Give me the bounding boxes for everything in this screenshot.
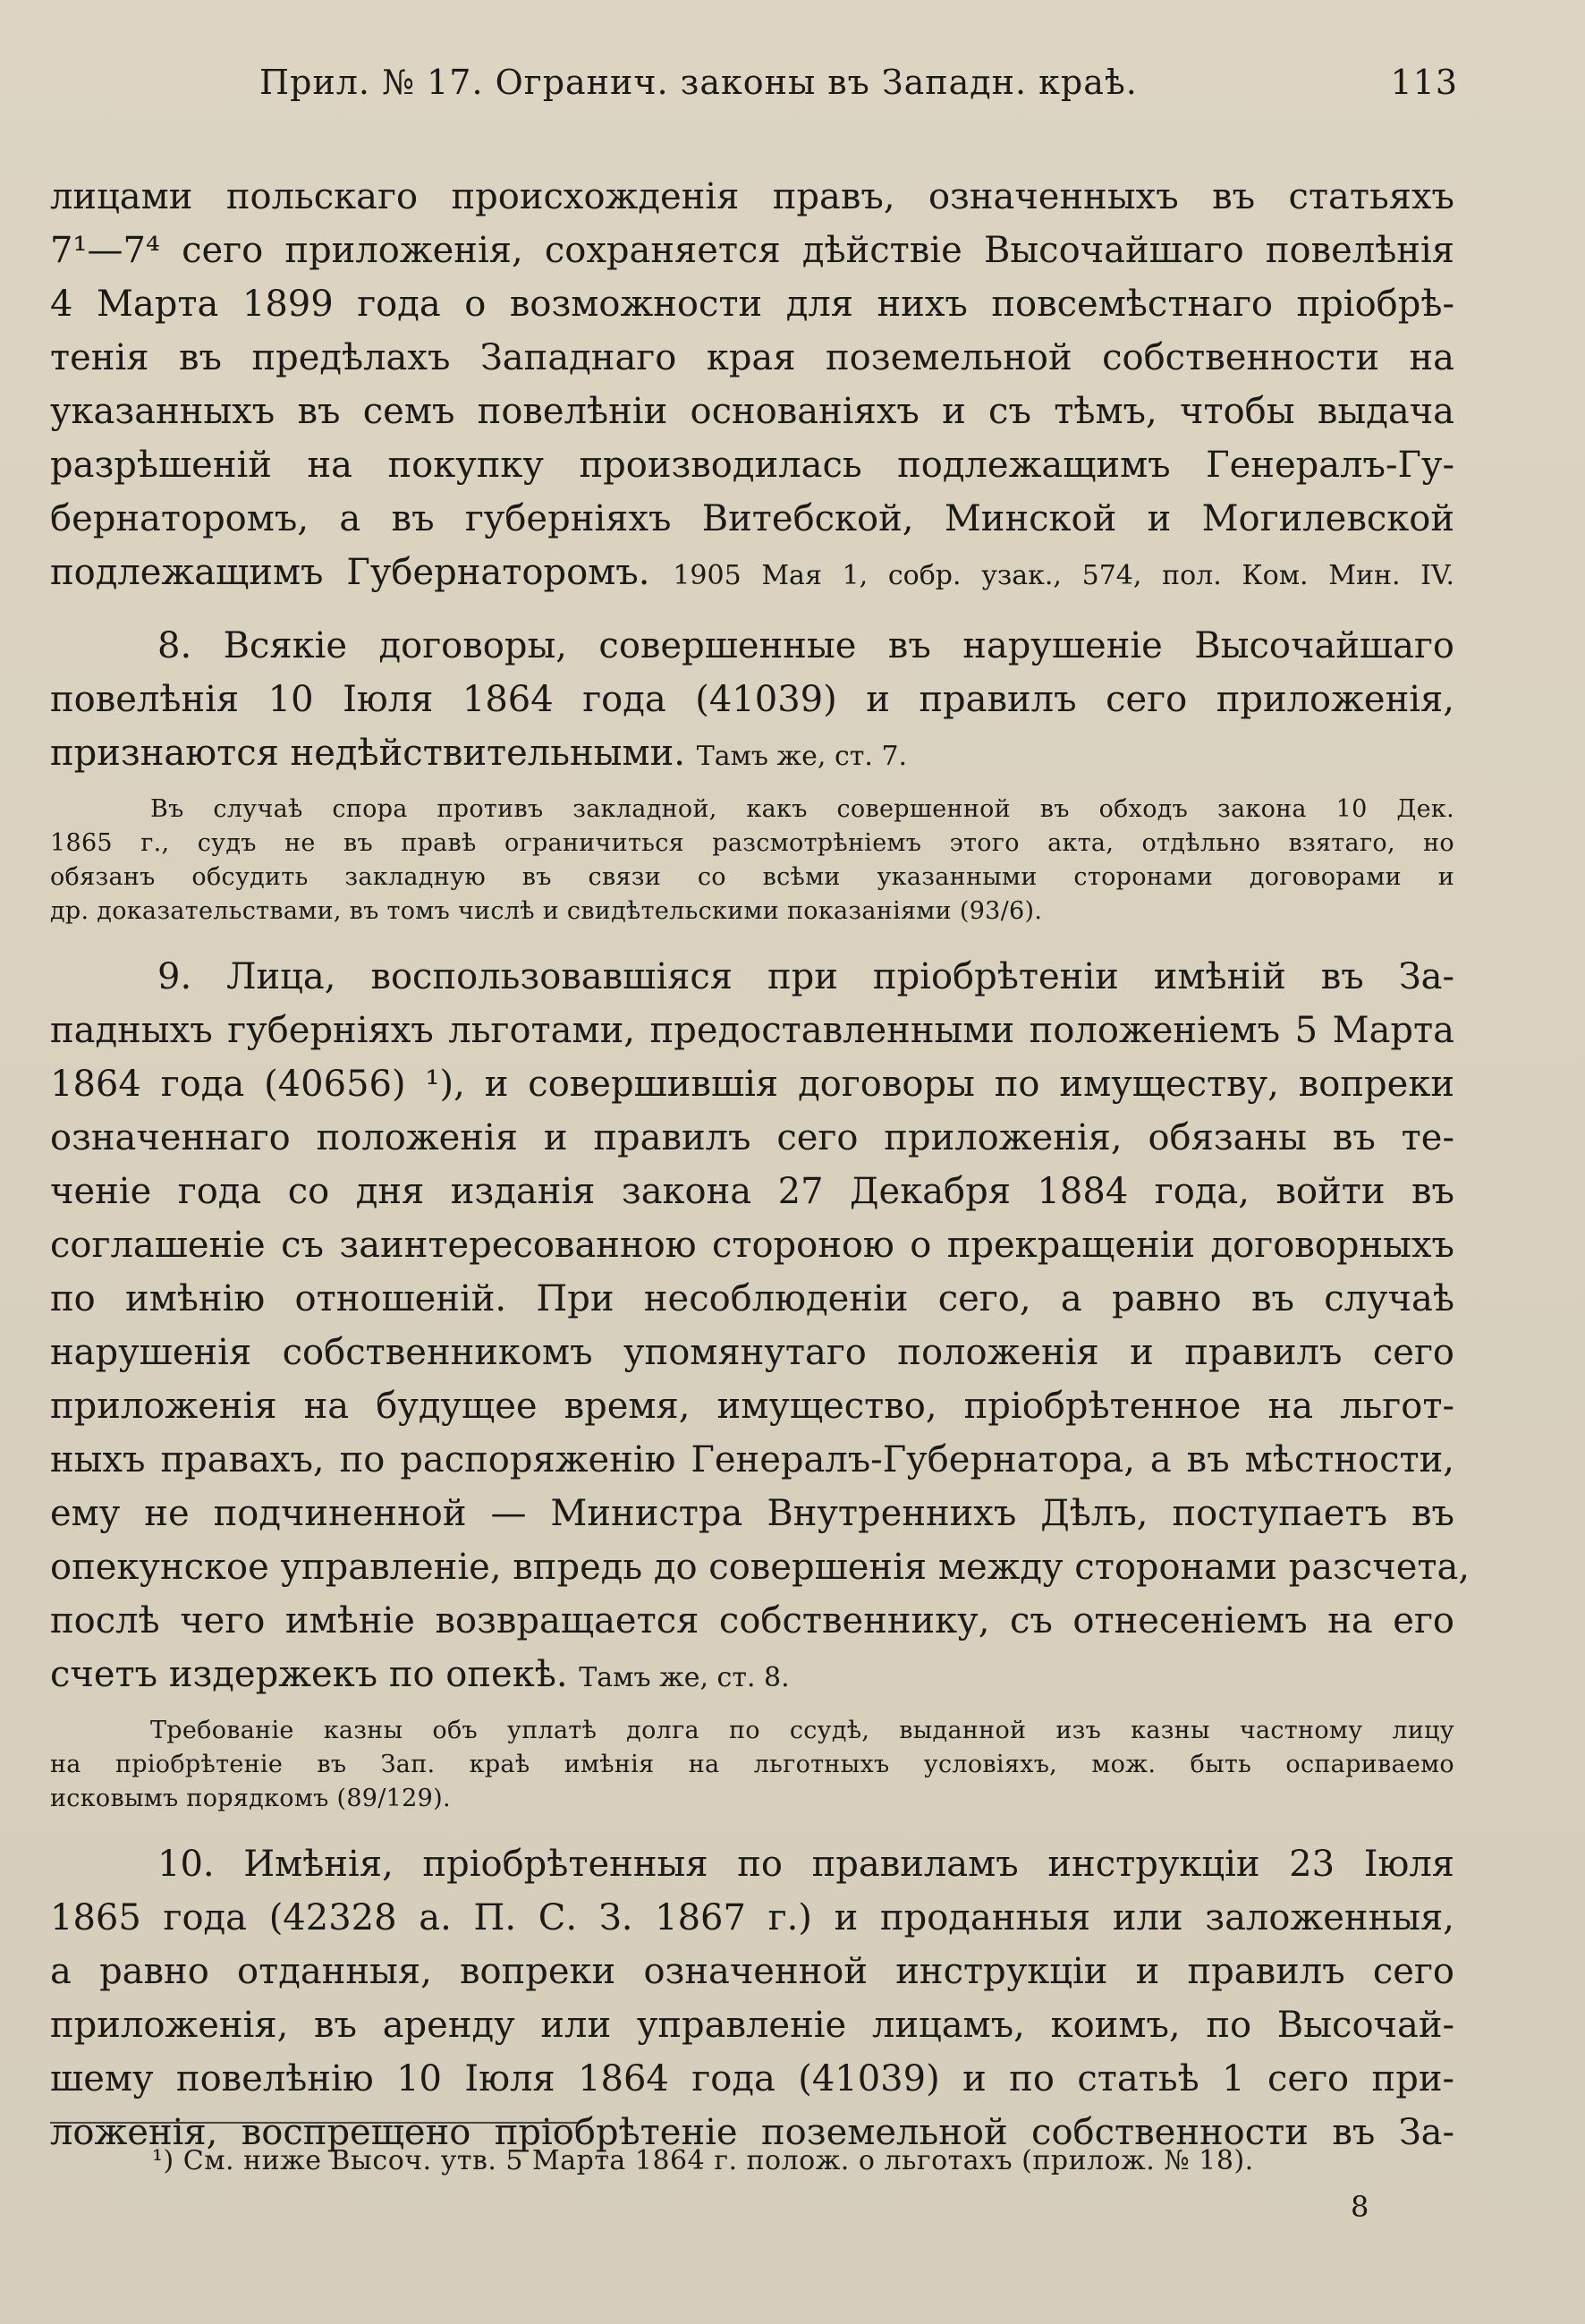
commentary-note-line: на пріобрѣтеніе въ Зап. краѣ имѣнія на льготныхъ условіяхъ, мож. быть оспариваемо [50, 1751, 1454, 1778]
page-header [259, 63, 1458, 116]
article-9-line: приложенія на будущее время, имущество, пріобрѣтенное на льгот- [50, 1386, 1454, 1427]
article-9-line: по имѣнію отношеній. При несоблюденіи сего, а равно въ случаѣ [50, 1278, 1454, 1319]
commentary-note-line: др. доказательствами, въ томъ числѣ и свидѣтельскими показаніями (93/6). [50, 897, 1043, 925]
text-line: указанныхъ въ семъ повелѣніи основаніяхъ и съ тѣмъ, чтобы выдача [50, 391, 1454, 432]
text-fragment: подлежащимъ Губернаторомъ. [50, 552, 650, 593]
commentary-note-line: обязанъ обсудить закладную въ связи со всѣми указанными сторонами договорами и [50, 863, 1454, 891]
legal-reference: Тамъ же, ст. 7. [696, 741, 908, 772]
text-line: тенія въ предѣлахъ Западнаго края поземельной собственности на [50, 337, 1454, 378]
article-9-line: послѣ чего имѣніе возвращается собственнику, съ отнесеніемъ на его [50, 1600, 1454, 1641]
article-9-line: 9. Лица, воспользовавшіяся при пріобрѣтеніи имѣній въ За- [157, 956, 1454, 997]
text-fragment: признаются недѣйствительными. [50, 733, 685, 774]
text-line: бернаторомъ, а въ губерніяхъ Витебской, Минской и Могилевской [50, 498, 1454, 539]
article-9-line: нарушенія собственникомъ упомянутаго положенія и правилъ сего [50, 1332, 1454, 1373]
article-10-line: шему повелѣнію 10 Іюля 1864 года (41039) и по статьѣ 1 сего при- [50, 2058, 1454, 2099]
commentary-note-line: исковымъ порядкомъ (89/129). [50, 1785, 451, 1812]
text-line: лицами польскаго происхожденія правъ, означенныхъ въ статьяхъ [50, 176, 1454, 217]
article-8-line: повелѣнія 10 Іюля 1864 года (41039) и правилъ сего приложенія, [50, 679, 1454, 720]
running-title: Прил. № 17. Огранич. законы въ Западн. краѣ. [259, 63, 1138, 102]
legal-reference: Тамъ же, ст. 8. [579, 1662, 790, 1693]
page-number: 113 [1390, 63, 1458, 102]
article-10-line: ложенія, воспрещено пріобрѣтеніе поземельной собственности въ За- [50, 2112, 1454, 2153]
article-9-line: опекунское управленіе, впредь до совершенія между сторонами разсчета, [50, 1547, 1471, 1588]
text-line: 4 Марта 1899 года о возможности для нихъ повсемѣстнаго пріобрѣ- [50, 284, 1454, 325]
article-10-line: 1865 года (42328 а. П. С. З. 1867 г.) и проданныя или заложенныя, [50, 1897, 1454, 1938]
commentary-note-line: 1865 г., судъ не въ правѣ ограничиться разсмотрѣніемъ этого акта, отдѣльно взятаго, но [50, 829, 1454, 857]
article-10-line: 10. Имѣнія, пріобрѣтенныя по правиламъ инструкціи 23 Іюля [157, 1844, 1454, 1885]
footnote: ¹) См. ниже Высоч. утв. 5 Марта 1864 г. полож. о льготахъ (прилож. № 18). [152, 2145, 1254, 2176]
article-9-line: соглашеніе съ заинтересованною стороною о прекращеніи договорныхъ [50, 1225, 1454, 1266]
body-text [50, 170, 1471, 2159]
article-9-line [50, 1648, 1454, 1701]
article-9-line: 1864 года (40656) ¹), и совершившія договоры по имуществу, вопреки [50, 1064, 1454, 1105]
legal-reference: 1905 Мая 1, собр. узак., 574, пол. Ком. Мин. IV. [673, 560, 1454, 591]
commentary-note-line: Требованіе казны объ уплатѣ долга по ссудѣ, выданной изъ казны частному лицу [150, 1717, 1454, 1744]
text-line [50, 546, 1454, 599]
text-line: разрѣшеній на покупку производилась подлежащимъ Генералъ-Гу- [50, 445, 1454, 486]
article-9-line: ныхъ правахъ, по распоряженію Генералъ-Губернатора, а въ мѣстности, [50, 1439, 1454, 1480]
article-9-line: означеннаго положенія и правилъ сего приложенія, обязаны въ те- [50, 1117, 1454, 1158]
article-8-line: 8. Всякіе договоры, совершенные въ нарушеніе Высочайшаго [157, 625, 1454, 666]
article-8-line [50, 726, 1454, 780]
article-9-line: ченіе года со дня изданія закона 27 Декабря 1884 года, войти въ [50, 1171, 1454, 1212]
commentary-note-line: Въ случаѣ спора противъ закладной, какъ совершенной въ обходъ закона 10 Дек. [150, 795, 1454, 823]
article-9-line: падныхъ губерніяхъ льготами, предоставленными положеніемъ 5 Марта [50, 1010, 1454, 1051]
footnote-divider [50, 2122, 578, 2124]
article-9-line: ему не подчиненной — Министра Внутреннихъ Дѣлъ, поступаетъ въ [50, 1493, 1454, 1534]
printer-signature-mark: 8 [1351, 2190, 1369, 2224]
article-10-line: приложенія, въ аренду или управленіе лицамъ, коимъ, по Высочай- [50, 2005, 1454, 2046]
article-10-line: а равно отданныя, вопреки означенной инструкціи и правилъ сего [50, 1951, 1454, 1992]
text-fragment: счетъ издержекъ по опекѣ. [50, 1654, 568, 1695]
text-line: 7¹—7⁴ сего приложенія, сохраняется дѣйствіе Высочайшаго повелѣнія [50, 230, 1454, 271]
